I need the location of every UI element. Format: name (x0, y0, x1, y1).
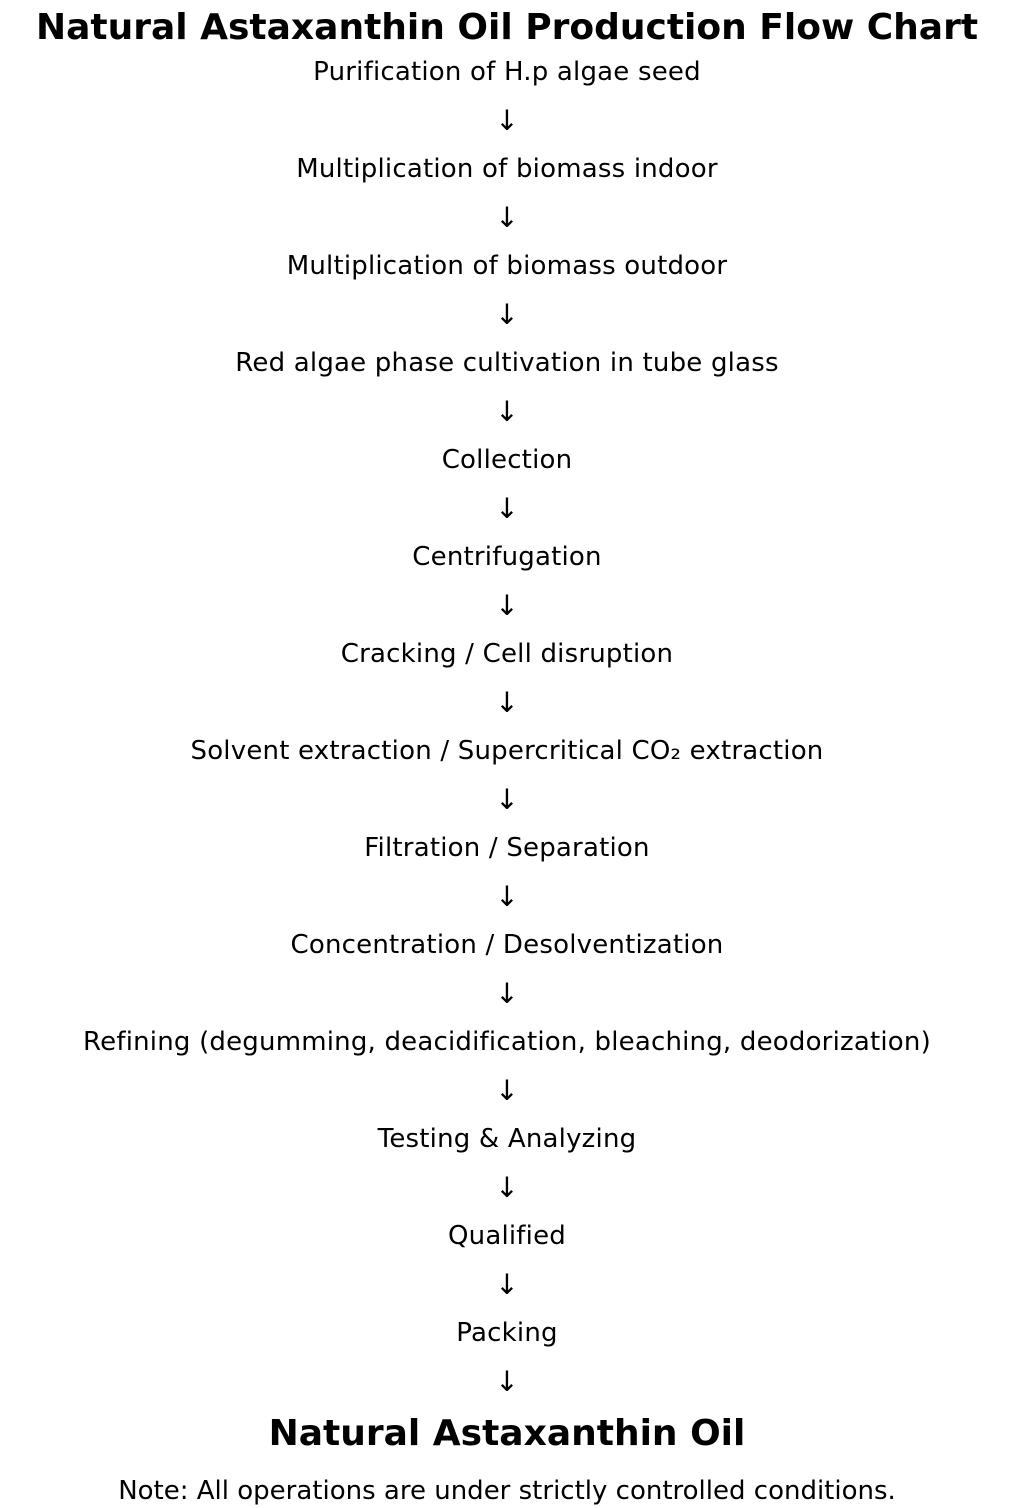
page-title: Natural Astaxanthin Oil Production Flow Chart (35, 7, 979, 48)
step-2-indoor-multiplication: Multiplication of biomass indoor (296, 154, 718, 185)
step-13-qualified: Qualified (447, 1221, 566, 1252)
down-arrow-icon: ↓ (495, 880, 519, 914)
down-arrow-icon: ↓ (495, 201, 519, 235)
step-1-purification: Purification of H.p algae seed (313, 57, 701, 88)
down-arrow-icon: ↓ (495, 977, 519, 1011)
step-7-cracking: Cracking / Cell disruption (340, 639, 674, 670)
step-5-collection: Collection (441, 445, 573, 476)
step-14-packing: Packing (456, 1318, 558, 1349)
final-product-label: Natural Astaxanthin Oil (268, 1413, 746, 1454)
down-arrow-icon: ↓ (495, 686, 519, 720)
step-8-extraction: Solvent extraction / Supercritical CO₂ extraction (190, 736, 824, 767)
step-4-red-algae-cultivation: Red algae phase cultivation in tube glass (235, 348, 779, 379)
down-arrow-icon: ↓ (495, 1074, 519, 1108)
down-arrow-icon: ↓ (495, 298, 519, 332)
step-3-outdoor-multiplication: Multiplication of biomass outdoor (286, 251, 728, 282)
down-arrow-icon: ↓ (495, 1365, 519, 1399)
footnote: Note: All operations are under strictly controlled conditions. (118, 1476, 896, 1506)
step-11-refining: Refining (degumming, deacidification, bleaching, deodorization) (83, 1027, 931, 1058)
down-arrow-icon: ↓ (495, 1268, 519, 1302)
down-arrow-icon: ↓ (495, 589, 519, 623)
down-arrow-icon: ↓ (495, 492, 519, 526)
down-arrow-icon: ↓ (495, 783, 519, 817)
down-arrow-icon: ↓ (495, 104, 519, 138)
step-9-filtration: Filtration / Separation (364, 833, 650, 864)
step-10-concentration: Concentration / Desolventization (290, 930, 724, 961)
step-6-centrifugation: Centrifugation (412, 542, 602, 573)
flow-chart (0, 48, 1014, 1406)
step-12-testing: Testing & Analyzing (377, 1124, 637, 1155)
down-arrow-icon: ↓ (495, 1171, 519, 1205)
down-arrow-icon: ↓ (495, 395, 519, 429)
